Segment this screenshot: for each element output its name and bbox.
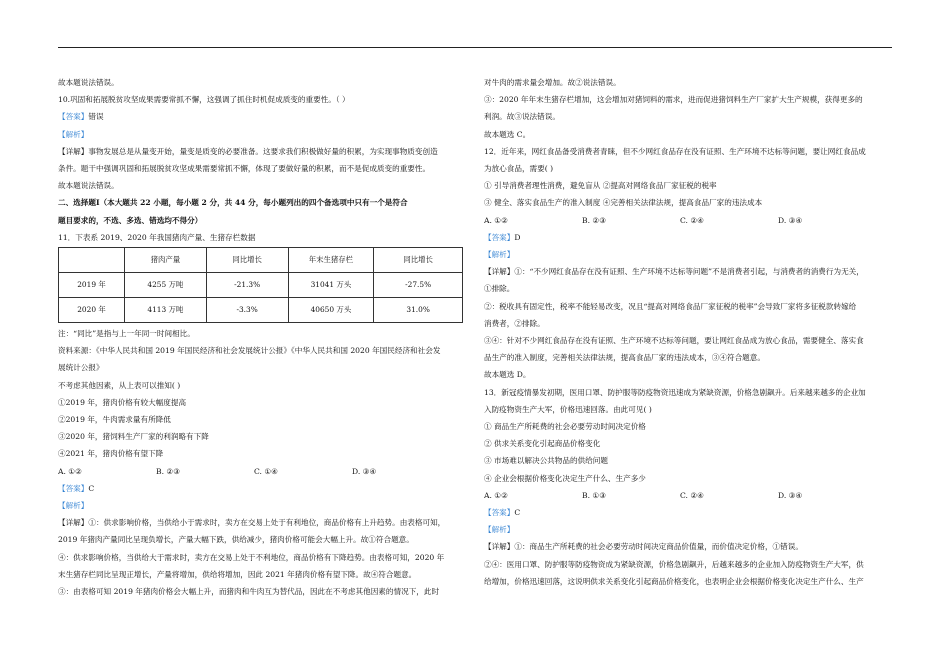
question-stem: 不考虑其他因素，从上表可以推知( )	[58, 380, 181, 390]
detail-line: ③④：针对不少网红食品存在没有证照、生产环境不达标等问题，要让网红食品成为放心食品，需要健全、落实食	[484, 336, 864, 346]
table-cell: -3.3%	[206, 298, 288, 323]
table-cell: 31.0%	[374, 298, 463, 323]
question-10: 10.巩固和拓展脱贫攻坚成果需要常抓不懈，这强调了抓住时机促成质变的重要性。（ ）	[58, 95, 350, 105]
choices-row	[58, 463, 466, 480]
table-cell: 猪肉产量	[125, 248, 207, 273]
detail-line: ③：由表格可知 2019 年猪肉价格会大幅上升，而猪肉和牛肉互为替代品，因此在不考虑其他因素的情况下，此时	[58, 587, 440, 597]
answer-line	[58, 480, 466, 497]
answer-line	[58, 108, 466, 125]
table-cell: 4255 万吨	[125, 273, 207, 298]
choices-row	[484, 212, 892, 229]
text-line: 故本题选 C。	[484, 129, 531, 139]
detail-line: ②：税收具有固定性，税率不能轻易改变，况且“提高对网络食品厂家征税的税率”会导致厂家将多征税款转嫁给	[484, 301, 857, 311]
choice-a: A. ①②	[484, 490, 508, 500]
choice-b: B. ①③	[582, 490, 607, 500]
section-heading: 题目要求的，不选、多选、错选均不得分）	[58, 215, 203, 225]
choice-c: C. ①④	[254, 466, 278, 476]
right-column	[484, 74, 892, 590]
choice-d: D. ③④	[352, 466, 377, 476]
detail-line: ④：供求影响价格，当供给大于需求时，卖方在交易上处于不利地位，商品价格有下降趋势。由表格可知，2020 年	[58, 552, 445, 562]
detail-line: 【详解】①：供求影响价格，当供给小于需求时，卖方在交易上处于有利地位，商品价格有上升趋势。由表格可知，	[58, 518, 446, 528]
option-line: ② 供求关系变化引起商品价格变化	[484, 439, 601, 449]
analysis-tag: 【解析】	[58, 501, 89, 511]
table-note: 注：“同比”是指与上一年同一时间相比。	[58, 329, 195, 339]
table-cell: 40650 万头	[288, 298, 374, 323]
analysis-tag: 【解析】	[58, 129, 89, 139]
detail-line: 消费者，②排除。	[484, 318, 545, 328]
table-cell: 31041 万头	[288, 273, 374, 298]
text-line: 利润。故③说法错误。	[484, 112, 560, 122]
detail-line: 条件。题干中强调巩固和拓展脱贫攻坚成果需要常抓不懈，体现了要做好量的积累，而不是促成质变的重要性。	[58, 164, 431, 174]
left-column	[58, 74, 466, 600]
option-line: ③ 健全、落实食品生产的准入制度 ④完善相关法律法规，提高食品厂家的违法成本	[484, 198, 763, 208]
analysis-tag: 【解析】	[484, 525, 515, 535]
option-line: ③ 市场难以解决公共物品的供给问题	[484, 456, 608, 466]
detail-line: 故本题说法错误。	[58, 181, 119, 191]
data-table	[58, 247, 463, 323]
question-12: 为放心食品，需要( )	[484, 164, 554, 174]
table-cell: 年末生猪存栏	[288, 248, 374, 273]
detail-line: ①排除。	[484, 284, 515, 294]
table-cell: 2020 年	[59, 298, 125, 323]
answer-line	[484, 504, 892, 521]
question-12: 12．近年来，网红食品备受消费者青睐，但不少网红食品存在没有证照、生产环境不达标等问题，要让网红食品成	[484, 146, 866, 156]
question-13: 13．新冠疫情暴发初期，医用口罩、防护服等防疫物资迅速成为紧缺资源，价格急剧飙升。后来越来越多的企业加	[484, 387, 866, 397]
option-line: ④ 企业会根据价格变化决定生产什么、生产多少	[484, 473, 646, 483]
option-line: ① 引导消费者理性消费，避免盲从 ②提高对网络食品厂家征税的税率	[484, 181, 717, 191]
detail-line: 【详解】事物发展总是从量变开始，量变是质变的必要准备。这要求我们积极做好量的积累，为实现事物质变创造	[58, 146, 438, 156]
choice-b: B. ②③	[582, 215, 607, 225]
answer-value: D	[514, 232, 521, 242]
option-line: ③2020 年，猪饲料生产厂家的利润略有下降	[58, 432, 209, 442]
table-cell: -27.5%	[374, 273, 463, 298]
table-header-row	[59, 248, 463, 273]
option-line: ④2021 年，猪肉价格有望下降	[58, 449, 164, 459]
section-heading: 二、选择题Ⅰ（本大题共 22 小题，每小题 2 分，共 44 分，每小题列出的四个备选项中只有一个是符合	[58, 198, 408, 208]
detail-line: 给增加，价格迅速回落，这说明供求关系变化引起商品价格变化，也表明企业会根据价格变化决定生产什么、生产	[484, 576, 864, 586]
text-line: ③：2020 年年末生猪存栏增加，这会增加对猪饲料的需求，进而促进猪饲料生产厂家扩大生产规模，获得更多的	[484, 95, 863, 105]
table-cell: 同比增长	[374, 248, 463, 273]
answer-value: 错误	[88, 112, 104, 122]
detail-line: ②④：医用口罩、防护服等防疫物资成为紧缺资源，价格急剧飙升，后越来越多的企业加入防疫物资生产大军，供	[484, 559, 864, 569]
text-line: 对牛肉的需求量会增加。故②说法错误。	[484, 78, 621, 87]
option-line: ①2019 年，猪肉价格有较大幅度提高	[58, 397, 187, 407]
choice-b: B. ②③	[156, 466, 181, 476]
detail-line: 故本题选 D。	[484, 370, 531, 380]
table-cell	[59, 248, 125, 273]
answer-tag: 【答案】	[58, 112, 89, 122]
choice-a: A. ①②	[484, 215, 508, 225]
choice-a: A. ①②	[58, 466, 82, 476]
answer-line	[484, 229, 892, 246]
table-row	[59, 273, 463, 298]
answer-tag: 【答案】	[484, 508, 515, 518]
detail-line: 【详解】①：商品生产所耗费的社会必要劳动时间决定商品价值量，而价值决定价格，①错误。	[484, 542, 803, 552]
detail-line: 【详解】①：“不少网红食品存在没有证照、生产环境不达标等问题”不是消费者引起，与消费者的消费行为无关，	[484, 267, 864, 277]
choice-d: D. ③④	[778, 490, 803, 500]
source-line: 展统计公报》	[58, 363, 104, 373]
table-cell: 2019 年	[59, 273, 125, 298]
choice-d: D. ③④	[778, 215, 803, 225]
question-11: 11．下表系 2019、2020 年我国猪肉产量、生猪存栏数据	[58, 232, 256, 242]
question-13: 入防疫物资生产大军，价格迅速回落。由此可见( )	[484, 404, 652, 414]
text-line: 故本题说法错误。	[58, 78, 119, 87]
answer-tag: 【答案】	[58, 483, 89, 493]
detail-line: 末生猪存栏同比呈现正增长，产量将增加，供给将增加，因此 2021 年猪肉价格有望下降。故④符合题意。	[58, 569, 417, 579]
choice-c: C. ②④	[680, 215, 704, 225]
answer-value: C	[88, 483, 95, 493]
source-line: 资料来源：《中华人民共和国 2019 年国民经济和社会发展统计公报》《中华人民共和国 2020 年国民经济和社会发	[58, 346, 441, 356]
header-rule	[58, 47, 892, 48]
answer-tag: 【答案】	[484, 232, 515, 242]
detail-line: 品生产的准入制度，完善相关法律法规，提高食品厂家的违法成本，③④符合题意。	[484, 353, 765, 363]
answer-value: C	[514, 508, 521, 518]
choice-c: C. ②④	[680, 490, 704, 500]
option-line: ① 商品生产所耗费的社会必要劳动时间决定价格	[484, 422, 646, 432]
analysis-tag: 【解析】	[484, 250, 515, 260]
option-line: ②2019 年，牛肉需求量有所降低	[58, 415, 171, 425]
table-cell: -21.3%	[206, 273, 288, 298]
table-row	[59, 298, 463, 323]
detail-line: 2019 年猪肉产量同比呈现负增长，产量大幅下跌，供给减少，猪肉价格可能会大幅上升。故①符合题意。	[58, 535, 414, 545]
table-cell: 4113 万吨	[125, 298, 207, 323]
choices-row	[484, 487, 892, 504]
table-cell: 同比增长	[206, 248, 288, 273]
